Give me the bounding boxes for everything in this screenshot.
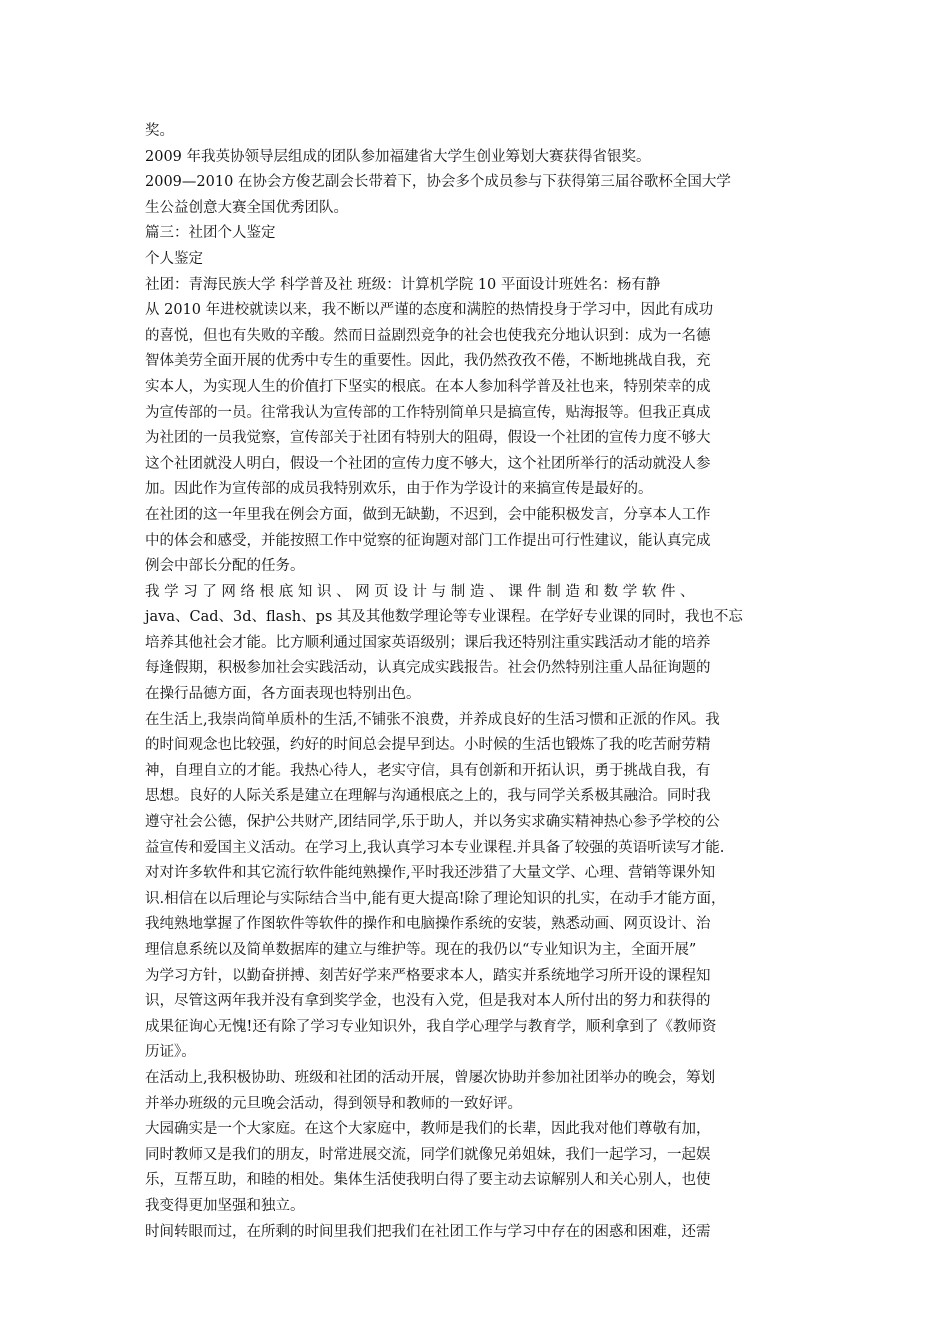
- text-line: 中的体会和感受，并能按照工作中觉察的征询题对部门工作提出可行性建议，能认真完成: [145, 532, 711, 549]
- text-line: 每逢假期，积极参加社会实践活动，认真完成实践报告。社会仍然特别注重人品征询题的: [145, 660, 711, 677]
- text-line: 对对许多软件和其它流行软件能纯熟操作,平时我还涉猎了大量文学、心理、营销等课外知: [145, 865, 716, 882]
- text-line: 为宣传部的一员。往常我认为宣传部的工作特别简单只是搞宣传，贴海报等。但我正真成: [145, 404, 711, 421]
- text-line: 生公益创意大赛全国优秀团队。: [145, 199, 348, 216]
- text-line: 识，尽管这两年我并没有拿到奖学金，也没有入党，但是我对本人所付出的努力和获得的: [145, 993, 711, 1010]
- text-line: 2009 年我英协领导层组成的团队参加福建省大学生创业筹划大赛获得省银奖。: [145, 148, 651, 165]
- text-line: 奖。: [145, 123, 174, 139]
- text-line: 并举办班级的元旦晚会活动，得到领导和教师的一致好评。: [145, 1095, 522, 1112]
- text-line: 在活动上,我积极协助、班级和社团的活动开展，曾屡次协助并参加社团举办的晚会，筹划: [145, 1069, 716, 1086]
- text-line: 为社团的一员我觉察，宣传部关于社团有特别大的阻碍，假设一个社团的宣传力度不够大: [145, 430, 711, 447]
- text-line: 智体美劳全面开展的优秀中专生的重要性。因此，我仍然孜孜不倦，不断地挑战自我，充: [145, 353, 711, 370]
- text-line: 我变得更加坚强和独立。: [145, 1197, 305, 1214]
- text-line: 我 学 习 了 网 络 根 底 知 识 、 网 页 设 计 与 制 造 、 课 件 制 造 和 数 学 软 件 、: [145, 583, 695, 600]
- text-line: 思想。良好的人际关系是建立在理解与沟通根底之上的，我与同学关系极其融洽。同时我: [145, 788, 711, 805]
- text-line: 培养其他社会才能。比方顺利通过国家英语级别；课后我还特别注重实践活动才能的培养: [145, 634, 711, 651]
- text-line: 理信息系统以及简单数据库的建立与维护等。现在的我仍以“专业知识为主，全面开展”: [145, 942, 697, 958]
- text-line: 为学习方针，以勤奋拼搏、刻苦好学来严格要求本人，踏实并系统地学习所开设的课程知: [145, 967, 711, 984]
- text-line: 乐，互帮互助，和睦的相处。集体生活使我明白得了要主动去谅解别人和关心别人，也使: [145, 1172, 711, 1189]
- document-body: [145, 119, 809, 1245]
- text-line: 个人鉴定: [145, 250, 203, 267]
- text-line: 在社团的这一年里我在例会方面，做到无缺勤，不迟到，会中能积极发言，分享本人工作: [145, 506, 711, 523]
- text-line: 大园确实是一个大家庭。在这个大家庭中，教师是我们的长辈，因此我对他们尊敬有加，: [145, 1121, 711, 1138]
- text-line: 在生活上,我崇尚简单质朴的生活,不铺张不浪费，并养成良好的生活习惯和正派的作风。我: [145, 711, 720, 728]
- text-line: 篇三：社团个人鉴定: [145, 225, 276, 242]
- text-line: 的喜悦，但也有失败的辛酸。然而日益剧烈竞争的社会也使我充分地认识到：成为一名德: [145, 327, 711, 344]
- text-line: 神，自理自立的才能。我热心待人，老实守信，具有创新和开拓认识，勇于挑战自我，有: [145, 762, 711, 779]
- text-line: 历证》。: [145, 1044, 196, 1061]
- text-line: 遵守社会公德，保护公共财产,团结同学,乐于助人，并以务实求确实精神热心参予学校的公: [145, 814, 720, 831]
- text-line: 的时间观念也比较强，约好的时间总会提早到达。小时候的生活也锻炼了我的吃苦耐劳精: [145, 737, 711, 754]
- text-line: 这个社团就没人明白，假设一个社团的宣传力度不够大，这个社团所举行的活动就没人参: [145, 455, 711, 472]
- text-line: 加。因此作为宣传部的成员我特别欢乐，由于作为学设计的来搞宣传是最好的。: [145, 481, 653, 498]
- text-line: 2009—2010 在协会方俊艺副会长带着下，协会多个成员参与下获得第三届谷歌杯全国大学: [145, 174, 731, 191]
- text-line: 社团：青海民族大学 科学普及社 班级：计算机学院 10 平面设计班姓名：杨有静: [145, 276, 661, 293]
- text-line: 在操行品德方面，各方面表现也特别出色。: [145, 686, 421, 703]
- text-line: 益宣传和爱国主义活动。在学习上,我认真学习本专业课程.并具备了较强的英语听读写才能.: [145, 839, 725, 856]
- text-line: 从 2010 年进校就读以来，我不断以严谨的态度和满腔的热情投身于学习中，因此有成功: [145, 302, 714, 319]
- text-line: java、Cad、3d、flash、ps 其及其他数学理论等专业课程。在学好专业课的同时，我也不忘: [145, 609, 743, 626]
- text-line: 识.相信在以后理论与实际结合当中,能有更大提高!除了理论知识的扎实，在动手才能方面，: [145, 890, 726, 907]
- text-line: 成果征询心无愧!还有除了学习专业知识外，我自学心理学与教育学，顺利拿到了《教师资: [145, 1018, 717, 1035]
- text-line: 同时教师又是我们的朋友，时常进展交流，同学们就像兄弟姐妹，我们一起学习，一起娱: [145, 1146, 711, 1163]
- text-line: 实本人，为实现人生的价值打下坚实的根底。在本人参加科学普及社也来，特别荣幸的成: [145, 378, 711, 395]
- text-line: 例会中部长分配的任务。: [145, 558, 305, 575]
- text-line: 时间转眼而过，在所剩的时间里我们把我们在社团工作与学习中存在的困惑和困难，还需: [145, 1223, 711, 1240]
- text-line: 我纯熟地掌握了作图软件等软件的操作和电脑操作系统的安装，熟悉动画、网页设计、治: [145, 916, 711, 933]
